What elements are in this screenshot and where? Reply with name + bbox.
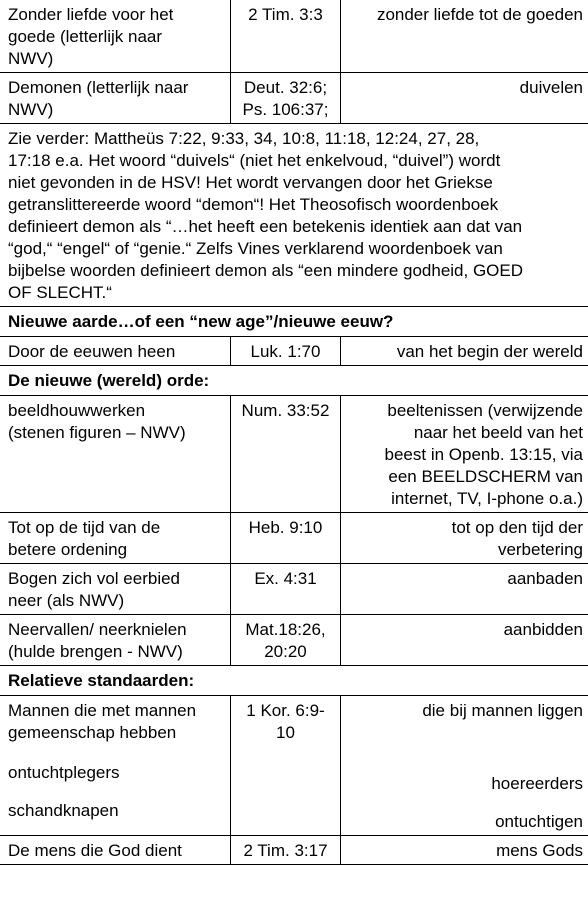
hsv-term-line: goede (letterlijk naar <box>8 27 163 46</box>
table-row <box>0 337 588 366</box>
hsv-term-line: NWV) <box>8 100 54 119</box>
bible-reference-cell <box>231 696 341 836</box>
statenvertaling-term: zonder liefde tot de goeden <box>376 5 583 24</box>
hsv-term-line: beeldhouwwerken <box>8 401 146 420</box>
bible-reference: 10 <box>276 723 295 742</box>
table-row <box>0 513 588 564</box>
statenvertaling-term-cell <box>341 73 588 124</box>
bible-reference: Deut. 32:6; <box>243 78 328 97</box>
hsv-term-line: betere ordening <box>8 540 128 559</box>
section-heading: Relatieve standaarden: <box>0 666 588 696</box>
bible-reference-cell <box>231 73 341 124</box>
note-line: bijbelse woorden definieert demon als “een mindere godheid, GOED <box>8 261 524 280</box>
bible-reference: Mat.18:26, <box>245 620 326 639</box>
hsv-term-cell <box>0 696 231 836</box>
statenvertaling-term: ontuchtigen <box>495 812 583 831</box>
section-heading-row <box>0 366 588 396</box>
statenvertaling-term: verbetering <box>497 540 583 559</box>
hsv-term-line: (stenen figuren – NWV) <box>8 423 186 442</box>
table-row <box>0 836 588 865</box>
hsv-term-line: ontuchtplegers <box>8 763 120 782</box>
hsv-term-cell <box>0 0 231 73</box>
section-heading: Nieuwe aarde…of een “new age”/nieuwe eeuw? <box>0 307 588 337</box>
statenvertaling-term: tot op den tijd der <box>451 518 583 537</box>
statenvertaling-term: duivelen <box>519 78 583 97</box>
statenvertaling-term-cell <box>341 513 588 564</box>
bible-reference-cell <box>231 337 341 366</box>
hsv-term-line: Mannen die met mannen <box>8 701 197 720</box>
note-line: “god,“ “engel“ of “genie.“ Zelfs Vines verklarend woordenboek van <box>8 239 503 258</box>
table-row <box>0 615 588 666</box>
bible-reference: Ps. 106:37; <box>242 100 329 119</box>
note-cell <box>0 124 588 307</box>
hsv-term-cell <box>0 73 231 124</box>
statenvertaling-term: aanbidden <box>503 620 583 639</box>
statenvertaling-term-cell <box>341 564 588 615</box>
note-line: niet gevonden in de HSV! Het wordt vervangen door het Griekse <box>8 173 493 192</box>
bible-reference: Ex. 4:31 <box>254 569 317 588</box>
note-row <box>0 124 588 307</box>
note-line: 17:18 e.a. Het woord “duivels“ (niet het enkelvoud, “duivel”) wordt <box>8 151 501 170</box>
note-line: OF SLECHT.“ <box>8 283 112 302</box>
hsv-term-cell <box>0 564 231 615</box>
hsv-term-cell <box>0 337 231 366</box>
hsv-term-line: Neervallen/ neerknielen <box>8 620 187 639</box>
bible-reference: Num. 33:52 <box>241 401 330 420</box>
statenvertaling-term: mens Gods <box>496 841 583 860</box>
bible-reference: Luk. 1:70 <box>250 342 321 361</box>
hsv-term-line: (hulde brengen - NWV) <box>8 642 183 661</box>
statenvertaling-term: van het begin der wereld <box>396 342 583 361</box>
bible-reference-cell <box>231 513 341 564</box>
hsv-term-line: Demonen (letterlijk naar <box>8 78 189 97</box>
hsv-term-line: Tot op de tijd van de <box>8 518 161 537</box>
section-heading: De nieuwe (wereld) orde: <box>0 366 588 396</box>
statenvertaling-term-cell <box>341 696 588 836</box>
hsv-term-line: NWV) <box>8 49 54 68</box>
hsv-term-line: Bogen zich vol eerbied <box>8 569 181 588</box>
hsv-term-cell <box>0 513 231 564</box>
statenvertaling-term: hoereerders <box>491 774 583 793</box>
bible-reference-cell <box>231 836 341 865</box>
bible-reference: 2 Tim. 3:3 <box>248 5 323 24</box>
bible-reference: 1 Kor. 6:9- <box>246 701 325 720</box>
statenvertaling-term-cell <box>341 337 588 366</box>
hsv-term-line: neer (als NWV) <box>8 591 125 610</box>
hsv-term-cell <box>0 615 231 666</box>
note-line: definieert demon als “…het heeft een betekenis identiek aan dat van <box>8 217 523 236</box>
note-line: getranslittereerde woord “demon“! Het Theosofisch woordenboek <box>8 195 499 214</box>
section-heading-row <box>0 307 588 337</box>
note-line: Zie verder: Mattheüs 7:22, 9:33, 34, 10:8, 11:18, 12:24, 27, 28, <box>8 129 480 148</box>
statenvertaling-term: aanbaden <box>507 569 583 588</box>
hsv-term-cell <box>0 836 231 865</box>
hsv-term-line: Zonder liefde voor het <box>8 5 174 24</box>
table-row <box>0 0 588 73</box>
table-row <box>0 73 588 124</box>
statenvertaling-term: beest in Openb. 13:15, via <box>384 445 583 464</box>
statenvertaling-term: naar het beeld van het <box>413 423 583 442</box>
statenvertaling-term: beeltenissen (verwijzende <box>387 401 583 420</box>
section-heading-row <box>0 666 588 696</box>
bible-reference-cell <box>231 0 341 73</box>
hsv-term-line: De mens die God dient <box>8 841 182 860</box>
statenvertaling-term-cell <box>341 0 588 73</box>
bible-reference-cell <box>231 615 341 666</box>
statenvertaling-term: die bij mannen liggen <box>422 701 583 720</box>
statenvertaling-term-cell <box>341 615 588 666</box>
table-row <box>0 696 588 836</box>
hsv-term-line: gemeenschap hebben <box>8 723 177 742</box>
bible-reference: 2 Tim. 3:17 <box>243 841 328 860</box>
bible-reference-cell <box>231 396 341 513</box>
hsv-term-line: Door de eeuwen heen <box>8 342 176 361</box>
table-row <box>0 564 588 615</box>
bible-reference-cell <box>231 564 341 615</box>
statenvertaling-term: een BEELDSCHERM van <box>388 467 583 486</box>
statenvertaling-term: internet, TV, I-phone o.a.) <box>391 489 583 508</box>
statenvertaling-term-cell <box>341 836 588 865</box>
table-row <box>0 396 588 513</box>
bible-reference: 20:20 <box>264 642 307 661</box>
hsv-term-line: schandknapen <box>8 801 119 820</box>
hsv-term-cell <box>0 396 231 513</box>
statenvertaling-term-cell <box>341 396 588 513</box>
bible-reference: Heb. 9:10 <box>248 518 323 537</box>
